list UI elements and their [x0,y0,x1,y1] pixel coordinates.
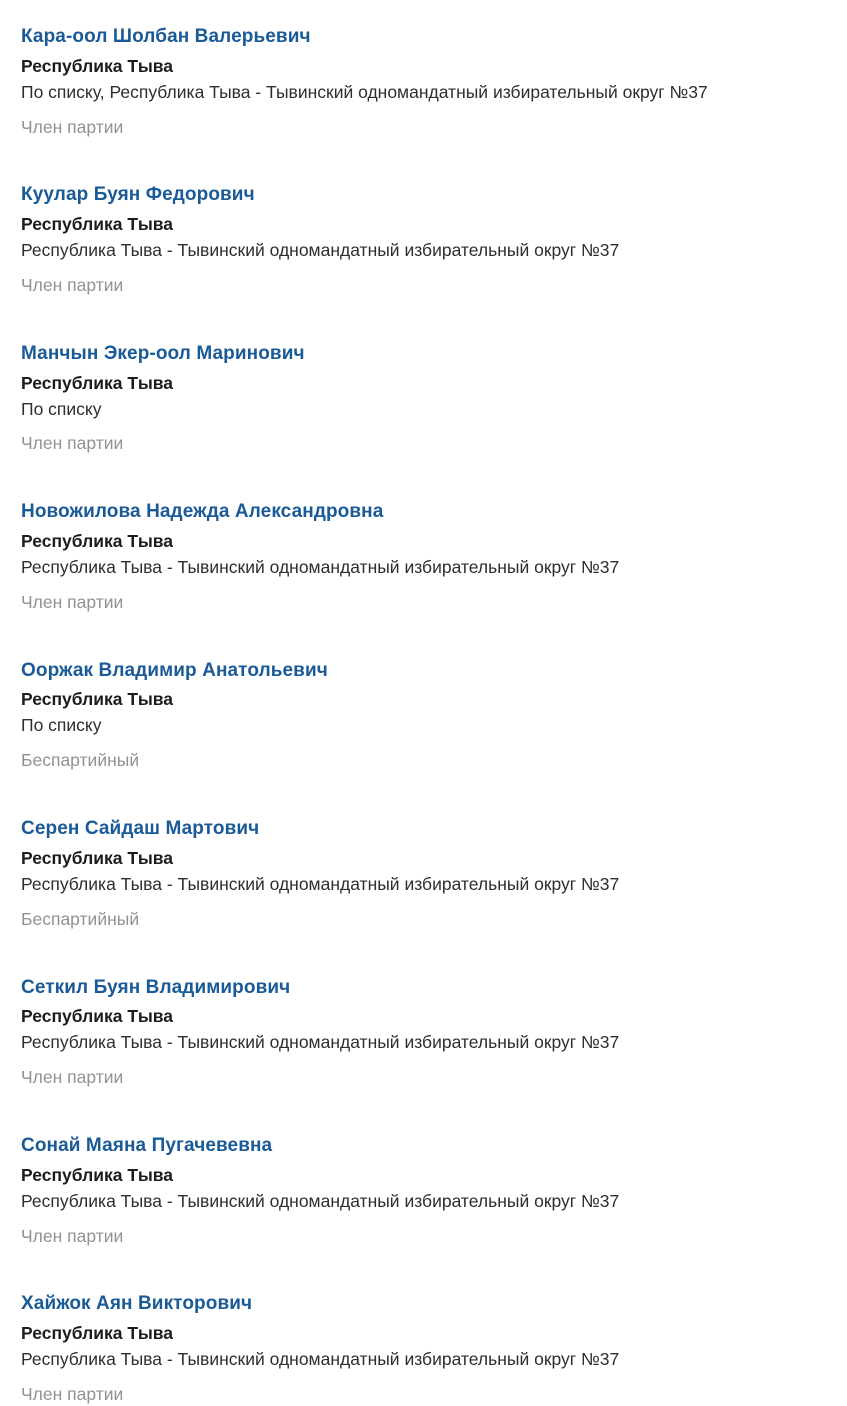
candidate-mandate: Республика Тыва - Тывинский одномандатный избирательный округ №37 [21,873,620,894]
candidate-party-status: Беспартийный [21,750,140,771]
candidate-region: Республика Тыва [21,1006,174,1027]
candidate-region: Республика Тыва [21,214,174,235]
candidate-card [21,818,827,930]
candidate-card [21,501,827,613]
candidate-name-link[interactable]: Хайжок Аян Викторович [21,1293,253,1315]
candidate-name-link[interactable]: Новожилова Надежда Александровна [21,501,384,523]
candidate-party-status: Член партии [21,116,124,137]
candidate-card [21,184,827,296]
candidate-name-link[interactable]: Манчын Экер-оол Маринович [21,342,305,364]
candidate-card [21,343,827,455]
candidate-name-link[interactable]: Сонай Маяна Пугачевевна [21,1134,273,1156]
candidate-card [21,1293,827,1405]
candidate-mandate: Республика Тыва - Тывинский одномандатный избирательный округ №37 [21,1032,620,1053]
candidate-party-status: Член партии [21,1067,124,1088]
candidate-name-link[interactable]: Сеткил Буян Владимирович [21,976,291,998]
candidate-card [21,26,827,138]
candidate-party-status: Член партии [21,1383,124,1404]
candidate-name-link[interactable]: Кара-оол Шолбан Валерьевич [21,26,311,47]
candidate-party-status: Член партии [21,1225,124,1246]
candidate-mandate: По списку [21,398,102,419]
candidate-region: Республика Тыва [21,689,174,710]
candidate-mandate: По списку [21,715,102,736]
candidate-card [21,977,827,1089]
candidate-mandate: Республика Тыва - Тывинский одномандатный избирательный округ №37 [21,1190,620,1211]
candidate-name-link[interactable]: Куулар Буян Федорович [21,184,255,206]
candidate-card [21,660,827,772]
candidate-region: Республика Тыва [21,847,174,868]
candidate-mandate: Республика Тыва - Тывинский одномандатный избирательный округ №37 [21,1349,620,1370]
candidate-region: Республика Тыва [21,372,174,393]
candidate-party-status: Член партии [21,591,124,612]
candidate-mandate: Республика Тыва - Тывинский одномандатный избирательный округ №37 [21,556,620,577]
candidate-region: Республика Тыва [21,55,174,76]
candidate-mandate: По списку, Республика Тыва - Тывинский одномандатный избирательный округ №37 [21,81,708,102]
candidate-region: Республика Тыва [21,1323,174,1344]
candidate-party-status: Член партии [21,274,124,295]
candidate-mandate: Республика Тыва - Тывинский одномандатный избирательный округ №37 [21,240,620,261]
candidate-party-status: Член партии [21,433,124,454]
candidate-card [21,1135,827,1247]
candidate-region: Республика Тыва [21,1164,174,1185]
candidate-party-status: Беспартийный [21,908,140,929]
candidate-region: Республика Тыва [21,531,174,552]
candidate-name-link[interactable]: Серен Сайдаш Мартович [21,818,260,840]
candidate-name-link[interactable]: Ооржак Владимир Анатольевич [21,659,328,681]
